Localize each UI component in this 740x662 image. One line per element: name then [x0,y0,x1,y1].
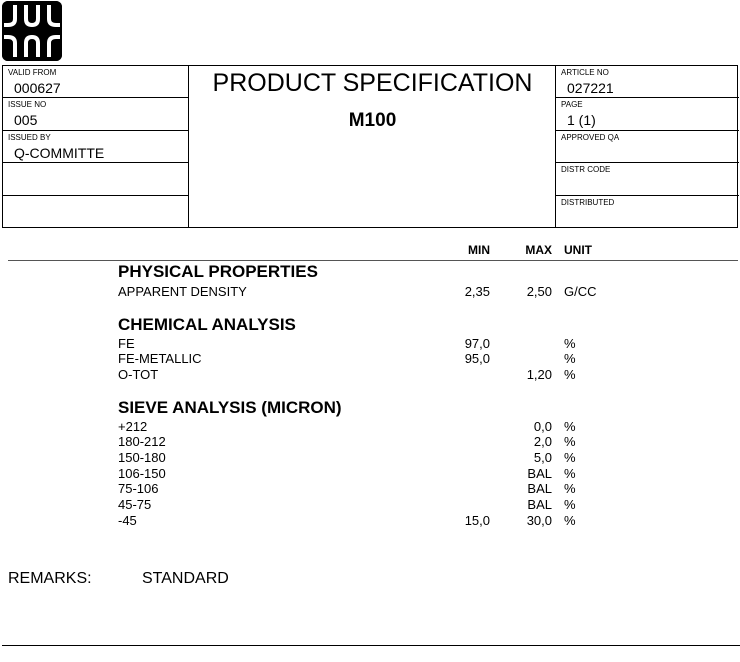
row-min: 95,0 [464,351,490,366]
section-title-sieve: SIEVE ANALYSIS (MICRON) [118,398,342,417]
issued-by-cell [3,131,188,163]
row-name: 45-75 [118,497,152,512]
row-unit: % [564,419,576,434]
product-code: M100 [348,110,397,131]
article-no-label: ARTICLE NO [561,68,609,77]
row-max: 5,0 [533,450,552,465]
footer-divider [2,645,740,646]
row-max: BAL [527,497,552,512]
blank-cell-2 [3,196,188,227]
row-max: 30,0 [526,513,552,528]
page-value: 1 (1) [567,112,596,128]
remarks-label: REMARKS: [8,570,92,587]
row-max: BAL [527,466,552,481]
row-unit: % [564,481,576,496]
row-max: BAL [527,481,552,496]
row-name: 106-150 [118,466,166,481]
remarks-text: STANDARD [142,570,229,587]
row-name: APPARENT DENSITY [118,284,247,299]
row-unit: % [564,434,576,449]
valid-from-value: 000627 [14,80,61,96]
issue-no-cell [3,98,188,131]
company-logo [2,1,62,61]
valid-from-cell [3,66,188,98]
issued-by-value: Q-COMMITTE [14,145,105,161]
row-name: FE [118,336,135,351]
column-header-min: MIN [468,243,490,257]
row-max: 2,50 [526,284,552,299]
row-name: -45 [118,513,137,528]
blank-cell-1 [3,163,188,196]
row-name: 180-212 [118,434,166,449]
page-label: PAGE [561,100,583,109]
distr-code-cell [556,163,739,196]
approved-qa-cell [556,131,739,163]
column-header-unit: UNIT [564,243,592,257]
valid-from-label: VALID FROM [8,68,57,77]
article-no-cell [556,66,739,98]
row-max: 1,20 [526,367,552,382]
header-box [2,65,738,228]
distributed-cell [556,196,739,227]
approved-qa-label: APPROVED QA [561,133,620,142]
issue-no-label: ISSUE NO [8,100,47,109]
row-unit: % [564,466,576,481]
issue-no-value: 005 [14,112,38,128]
issued-by-label: ISSUED BY [8,133,51,142]
row-max: 0,0 [533,419,552,434]
row-unit: G/CC [564,284,597,299]
row-name: 150-180 [118,450,166,465]
row-min: 15,0 [464,513,490,528]
row-min: 97,0 [464,336,490,351]
row-max: 2,0 [533,434,552,449]
section-title-chemical: CHEMICAL ANALYSIS [118,315,296,334]
page-cell [556,98,739,131]
header-right-column [555,66,739,227]
row-unit: % [564,367,576,382]
row-name: +212 [118,419,148,434]
row-unit: % [564,513,576,528]
logo-mark-icon [2,1,62,61]
row-name: 75-106 [118,481,159,496]
row-name: FE-METALLIC [118,351,202,366]
row-unit: % [564,351,576,366]
column-header-divider [8,260,738,261]
document-title: PRODUCT SPECIFICATION [212,69,533,97]
distributed-label: DISTRIBUTED [561,198,615,207]
row-unit: % [564,497,576,512]
header-left-column [3,66,189,227]
distr-code-label: DISTR CODE [561,165,611,174]
column-header-max: MAX [525,243,552,257]
row-unit: % [564,450,576,465]
section-title-physical: PHYSICAL PROPERTIES [118,262,318,281]
row-min: 2,35 [464,284,490,299]
row-unit: % [564,336,576,351]
row-name: O-TOT [118,367,159,382]
article-no-value: 027221 [567,80,614,96]
